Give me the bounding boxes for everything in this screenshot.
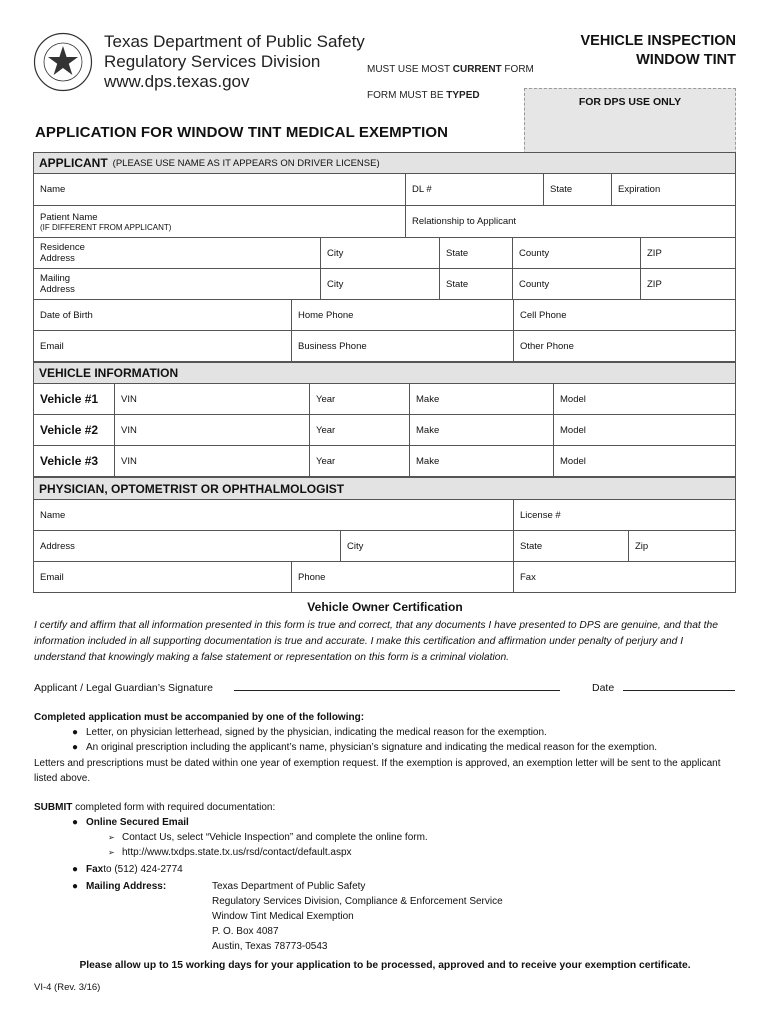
date-line[interactable] (623, 690, 735, 691)
submit-mail: ● Mailing Address: Texas Department of Public Safety Regulatory Services Division, Compliance & Enforcement Service Window Tint Medical Exemption P. O. Box 4087 Austin, Texas 78773-0543 (72, 881, 503, 952)
submit-lead: SUBMIT completed form with required documentation: (34, 802, 276, 813)
applicant-row-name (33, 174, 736, 206)
vehicle-3-label: Vehicle #3 (34, 446, 115, 476)
vehicle-row-1 (33, 384, 736, 415)
note-current-form: MUST USE MOST CURRENT FORM (367, 64, 534, 75)
dl-expiration-field[interactable]: Expiration (618, 184, 661, 195)
form-type: VEHICLE INSPECTION WINDOW TINT (580, 33, 736, 68)
applicant-name-field[interactable]: Name (34, 174, 406, 205)
dl-number-field[interactable]: DL # (406, 174, 544, 205)
mailing-address-lines: Texas Department of Public Safety Regulatory Services Division, Compliance & Enforcement Service Window Tint Medical Exemption P. O. Box 4087 Austin, Texas 78773-0543 (212, 881, 503, 952)
vehicle-2-make-field[interactable]: Make (410, 415, 554, 445)
applicant-row-dob (33, 300, 736, 331)
vehicle-2-vin-field[interactable]: VIN (115, 415, 310, 445)
submit-block (34, 800, 740, 954)
physician-fax-field[interactable]: Fax (520, 571, 536, 583)
arrow-icon: ➢ (108, 833, 115, 842)
online-step-url[interactable]: ➢ http://www.txdps.state.tx.us/rsd/contact/default.aspx (108, 847, 352, 858)
physician-address-field[interactable]: Address (34, 531, 341, 561)
page-title: APPLICATION FOR WINDOW TINT MEDICAL EXEMPTION (35, 124, 449, 141)
dps-seal-logo (33, 32, 93, 92)
vehicle-3-model-field[interactable]: Model (560, 455, 586, 467)
applicant-row-patient (33, 206, 736, 238)
vehicle-1-label: Vehicle #1 (34, 384, 115, 414)
vehicle-2-year-field[interactable]: Year (310, 415, 410, 445)
vehicle-row-3 (33, 446, 736, 477)
vehicle-1-vin-field[interactable]: VIN (115, 384, 310, 414)
date-label: Date (592, 682, 615, 694)
mailing-zip-field[interactable]: ZIP (647, 278, 662, 290)
requirements-heading: Completed application must be accompanied by one of the following: (34, 712, 365, 723)
physician-license-field[interactable]: License # (520, 509, 561, 521)
mailing-state-field[interactable]: State (440, 269, 513, 299)
vehicle-2-label: Vehicle #2 (34, 415, 115, 445)
mailing-city-field[interactable]: City (321, 269, 440, 299)
relationship-field[interactable]: Relationship to Applicant (412, 216, 517, 227)
physician-row-address (33, 531, 736, 562)
form-notes (367, 57, 534, 109)
patient-name-field[interactable]: Patient Name (IF DIFFERENT FROM APPLICANT) (34, 206, 406, 237)
requirement-item: ● An original prescription including the applicant’s name, physician’s signature and indicating the medical reason for the exemption. (72, 742, 658, 753)
agency-name: Texas Department of Public Safety (104, 32, 365, 51)
vehicle-row-2 (33, 415, 736, 446)
residence-zip-field[interactable]: ZIP (647, 247, 662, 259)
mailing-address-field[interactable]: Mailing Address (34, 269, 321, 299)
vehicle-3-make-field[interactable]: Make (410, 446, 554, 476)
agency-website: www.dps.texas.gov (104, 72, 250, 91)
requirements-block (34, 710, 740, 786)
residence-city-field[interactable]: City (321, 238, 440, 268)
vehicle-3-year-field[interactable]: Year (310, 446, 410, 476)
signature-line[interactable] (234, 690, 560, 691)
dps-use-only-box: FOR DPS USE ONLY (524, 88, 736, 174)
residence-state-field[interactable]: State (440, 238, 513, 268)
submit-fax: ● Fax to (512) 424-2774 (72, 864, 183, 875)
signature-label: Applicant / Legal Guardian’s Signature (34, 682, 214, 694)
requirements-note: Letters and prescriptions must be dated within one year of exemption request. If the exemption is approved, an exemption letter will be sent to the applicant listed above. (34, 758, 721, 784)
business-phone-field[interactable]: Business Phone (292, 331, 514, 361)
dob-field[interactable]: Date of Birth (34, 300, 292, 330)
vehicle-section-header: VEHICLE INFORMATION (33, 362, 736, 384)
processing-note: Please allow up to 15 working days for your application to be processed, approved and to receive your exemption certificate. (79, 960, 691, 971)
applicant-row-email (33, 331, 736, 362)
vehicle-1-make-field[interactable]: Make (410, 384, 554, 414)
applicant-email-field[interactable]: Email (34, 331, 292, 361)
physician-row-contact (33, 562, 736, 593)
physician-name-field[interactable]: Name (34, 500, 514, 530)
arrow-icon: ➢ (108, 848, 115, 857)
residence-address-field[interactable]: Residence Address (34, 238, 321, 268)
requirement-item: ● Letter, on physician letterhead, signed by the physician, indicating the medical reason for the exemption. (72, 727, 547, 738)
applicant-row-mailing (33, 269, 736, 300)
vehicle-2-model-field[interactable]: Model (560, 424, 586, 436)
cell-phone-field[interactable]: Cell Phone (520, 309, 567, 321)
form-id: VI-4 (Rev. 3/16) (34, 982, 101, 993)
physician-zip-field[interactable]: Zip (635, 540, 649, 552)
physician-phone-field[interactable]: Phone (292, 562, 514, 592)
physician-row-name (33, 500, 736, 531)
home-phone-field[interactable]: Home Phone (292, 300, 514, 330)
physician-email-field[interactable]: Email (34, 562, 292, 592)
vehicle-3-vin-field[interactable]: VIN (115, 446, 310, 476)
agency-block (104, 32, 365, 92)
vehicle-1-year-field[interactable]: Year (310, 384, 410, 414)
vehicle-1-model-field[interactable]: Model (560, 393, 586, 405)
physician-city-field[interactable]: City (341, 531, 514, 561)
note-typed: FORM MUST BE TYPED (367, 90, 480, 101)
certification-text: I certify and affirm that all information presented in this form is true and correct, that any documents I have presented to DPS are genuine, and that the information included in all supporting documentation is true and accurate. I make this certification and affirmation under penalty of perjury and I understand that knowingly making a false statement or representation on this form is a criminal violation. (34, 620, 718, 663)
dl-state-field[interactable]: State (544, 174, 612, 205)
physician-section-header: PHYSICIAN, OPTOMETRIST OR OPHTHALMOLOGIST (33, 477, 736, 500)
certification-heading: Vehicle Owner Certification (307, 600, 463, 614)
physician-state-field[interactable]: State (514, 531, 629, 561)
submit-online: ● Online Secured Email (72, 817, 189, 828)
applicant-section-header: APPLICANT (PLEASE USE NAME AS IT APPEARS ON DRIVER LICENSE) (33, 152, 736, 174)
division-name: Regulatory Services Division (104, 52, 321, 71)
mailing-county-field[interactable]: County (513, 269, 641, 299)
applicant-row-residence (33, 238, 736, 269)
online-step: ➢ Contact Us, select “Vehicle Inspection” and complete the online form. (108, 832, 428, 843)
other-phone-field[interactable]: Other Phone (520, 340, 574, 352)
residence-county-field[interactable]: County (513, 238, 641, 268)
